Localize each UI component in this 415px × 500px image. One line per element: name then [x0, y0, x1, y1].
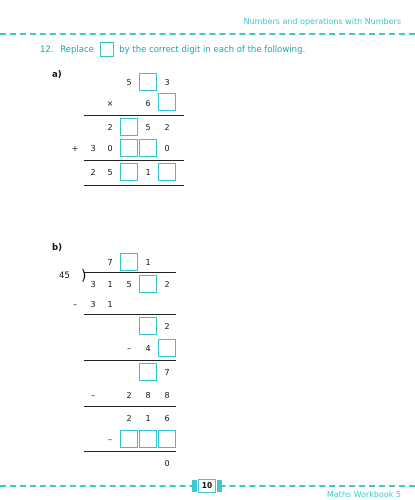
minus-sign: – [108, 435, 112, 444]
question-line [40, 42, 305, 57]
part-b-digit: 8 [164, 391, 170, 400]
part-b-digit: 2 [164, 322, 170, 331]
header-title: Numbers and operations with Numbers [243, 17, 401, 26]
answer-box[interactable] [120, 253, 138, 271]
answer-box[interactable] [120, 163, 138, 181]
division-bracket: ) [81, 268, 87, 284]
part-a-digit: 3 [164, 78, 170, 87]
sample-empty-box [100, 42, 114, 57]
part-b-digit: 4 [145, 344, 151, 353]
answer-box[interactable] [139, 363, 157, 381]
part-a-label: a) [52, 70, 62, 80]
part-a-digit: 1 [145, 168, 151, 177]
plus-sign: + [71, 144, 79, 153]
answer-box[interactable] [139, 275, 157, 293]
part-a-digit: 5 [107, 168, 113, 177]
rule [84, 185, 184, 186]
answer-box[interactable] [139, 73, 157, 91]
part-b-digit: 7 [107, 258, 113, 267]
part-b-digit: 6 [164, 414, 170, 423]
part-b-digit: 8 [145, 391, 151, 400]
part-a-digit: 5 [126, 78, 132, 87]
part-a-digit: 5 [145, 123, 151, 132]
rule [84, 115, 184, 116]
part-b-digit: 7 [164, 368, 170, 377]
part-a-digit: 2 [107, 123, 113, 132]
part-b-digit: 2 [126, 414, 132, 423]
question-number: 12. [40, 44, 54, 55]
part-a-digit: 6 [145, 99, 151, 108]
question-text-after: by the correct digit in each of the following. [119, 44, 306, 55]
header-dashed-rule [0, 33, 415, 35]
part-b-digit: 1 [107, 280, 113, 289]
part-b-digit: 3 [90, 280, 96, 289]
answer-box[interactable] [158, 93, 176, 111]
answer-box[interactable] [158, 430, 176, 448]
part-b-digit: 2 [164, 280, 170, 289]
footer-title: Maths Workbook 5 [326, 490, 401, 499]
part-b-digit: 1 [145, 258, 151, 267]
part-b-digit: 3 [90, 300, 96, 309]
footer-notch-right [217, 480, 222, 492]
part-b-digit: 5 [126, 280, 132, 289]
part-a-digit: 2 [90, 168, 96, 177]
question-text-before: Replace [60, 44, 94, 55]
answer-box[interactable] [120, 430, 138, 448]
part-b-digit: 2 [126, 391, 132, 400]
divisor: 45 [59, 271, 70, 281]
rule [84, 160, 184, 161]
part-a-digit: 0 [107, 144, 113, 153]
page-number: 10 [198, 479, 216, 493]
rule [84, 406, 176, 407]
rule [84, 360, 176, 361]
part-a-digit: 0 [164, 144, 170, 153]
answer-box[interactable] [139, 317, 157, 335]
answer-box[interactable] [158, 339, 176, 357]
part-a-digit: 3 [90, 144, 96, 153]
multiply-sign: × [106, 99, 114, 108]
rule [84, 314, 176, 315]
answer-box[interactable] [139, 430, 157, 448]
answer-box[interactable] [120, 118, 138, 136]
part-a-digit: 2 [164, 123, 170, 132]
answer-box[interactable] [120, 139, 138, 157]
part-b-digit: 1 [145, 414, 151, 423]
answer-box[interactable] [139, 139, 157, 157]
rule [84, 451, 176, 452]
minus-sign: – [73, 300, 77, 309]
footer-notch-left [192, 480, 197, 492]
part-b-label: b) [52, 243, 62, 253]
answer-box[interactable] [158, 163, 176, 181]
part-b-digit: 1 [107, 300, 113, 309]
minus-sign: – [127, 344, 131, 353]
minus-sign: – [91, 391, 95, 400]
rule [84, 272, 176, 273]
final-remainder: 0 [164, 459, 170, 468]
